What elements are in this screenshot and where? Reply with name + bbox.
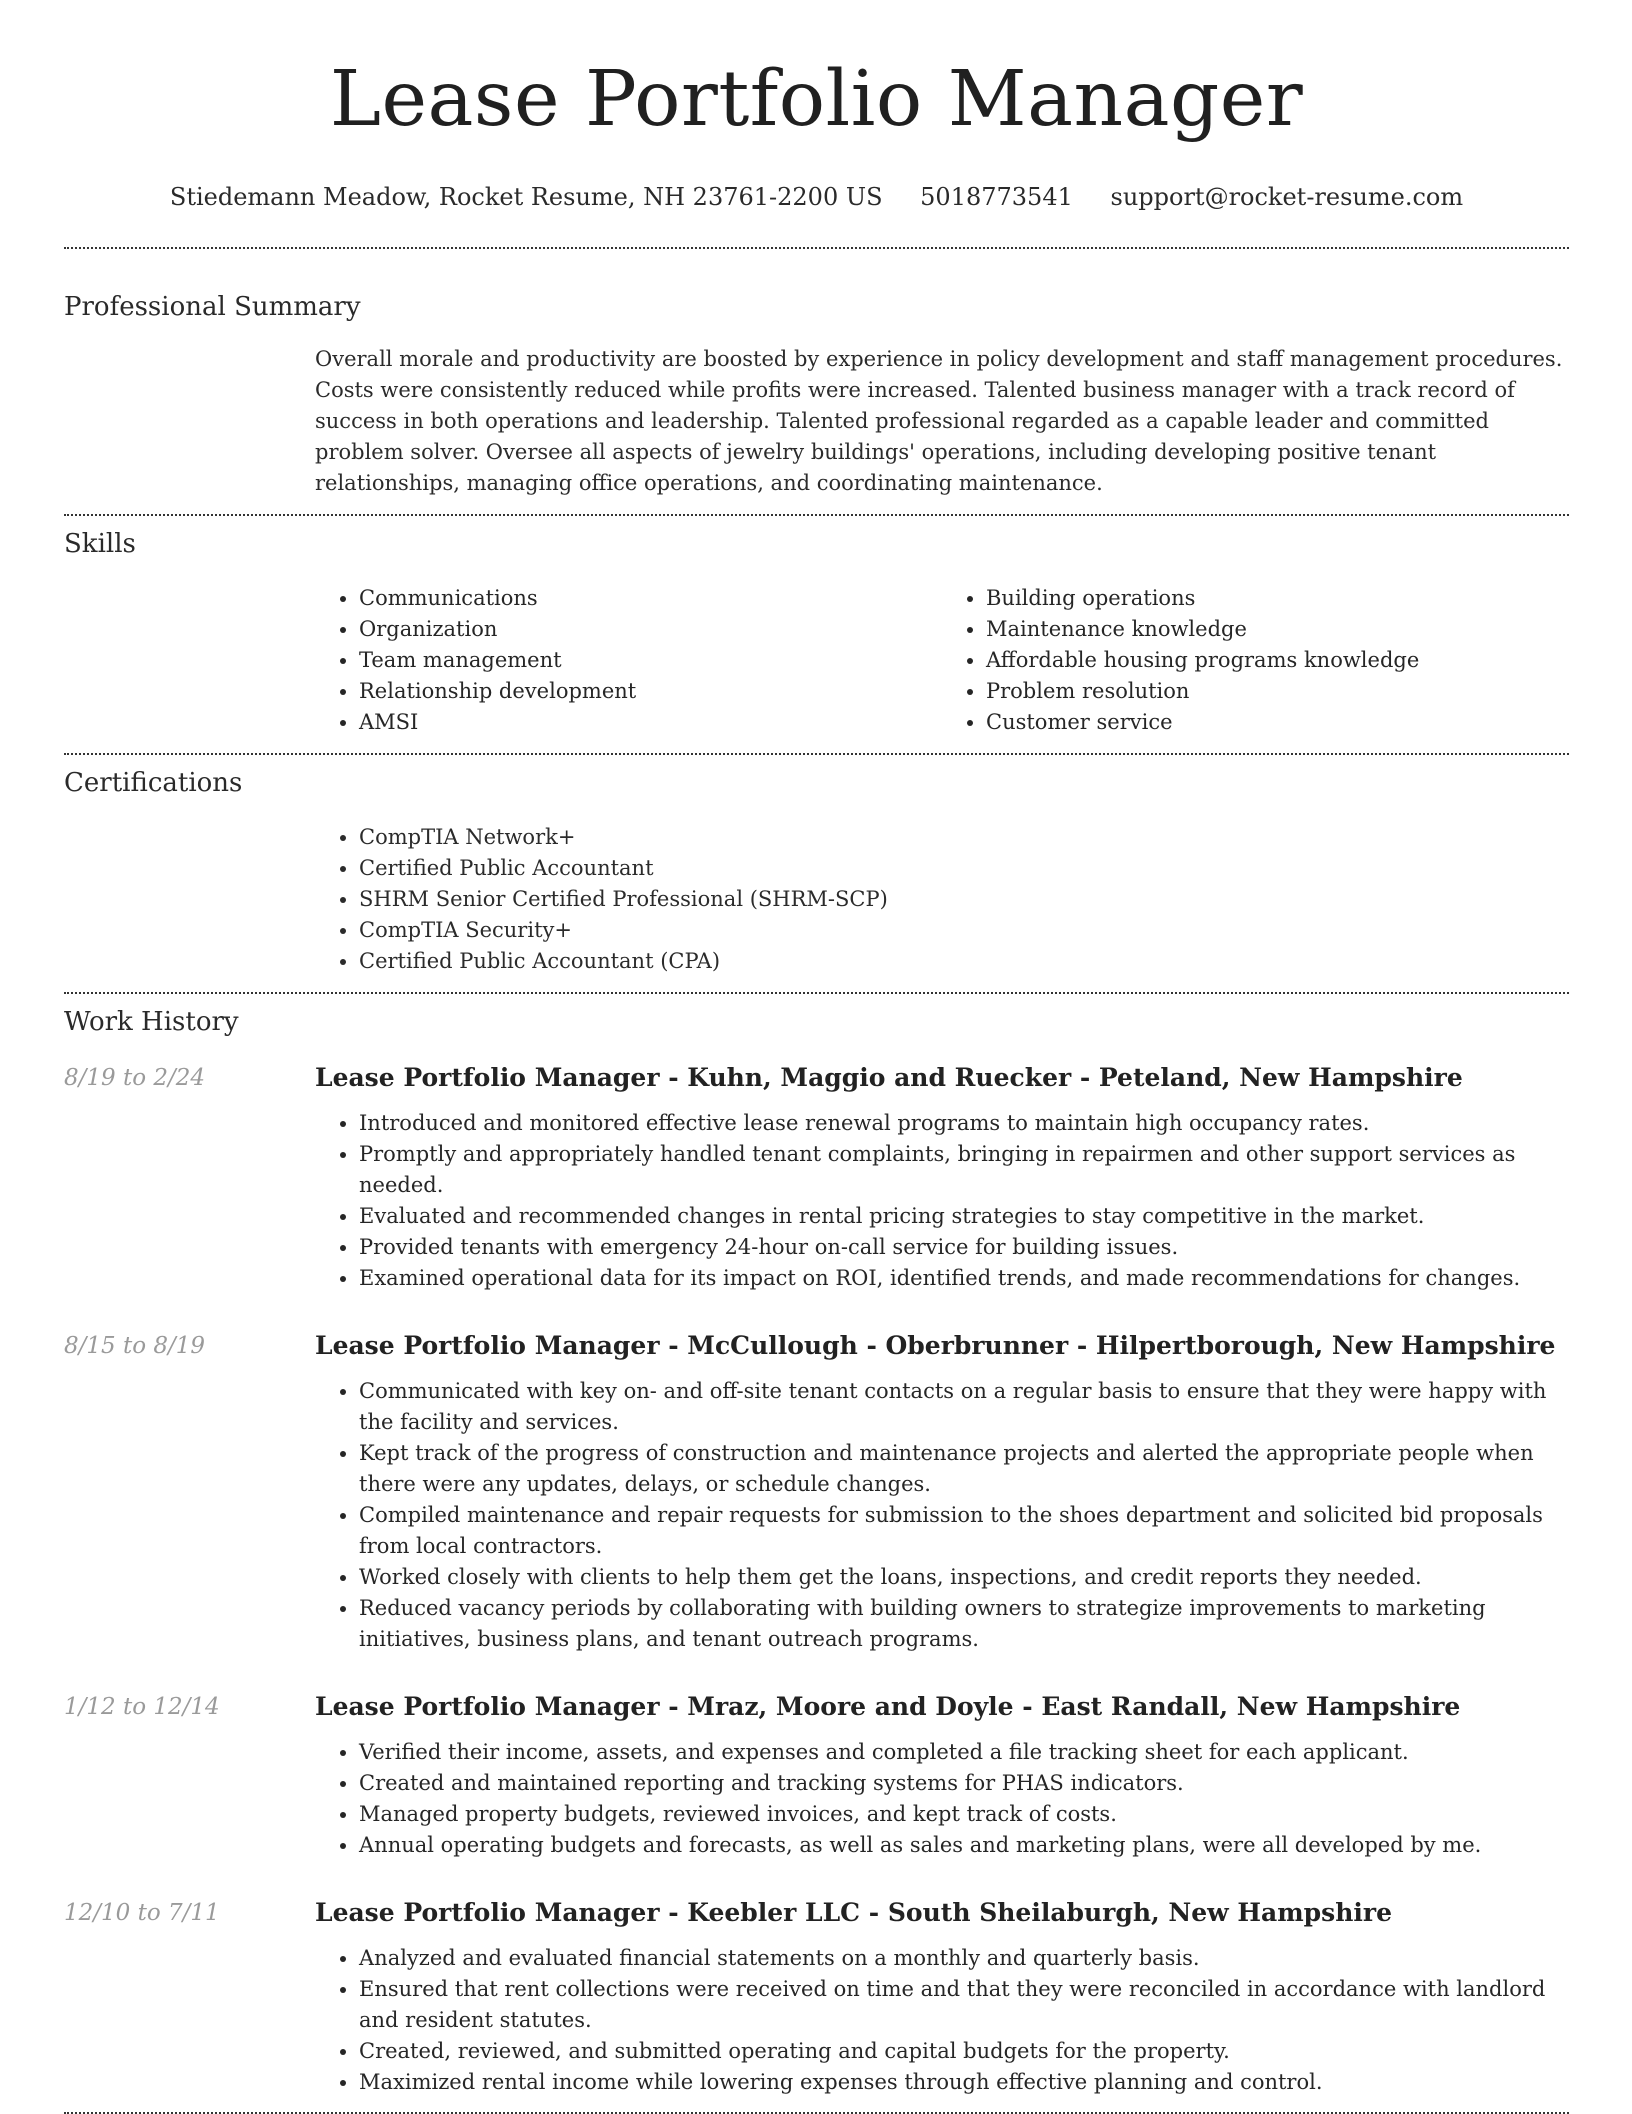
skills-list-left (315, 583, 942, 738)
job-bullet: • Created, reviewed, and submitted operating and capital budgets for the property. (359, 2036, 1569, 2067)
contact-address: Stiedemann Meadow, Rocket Resume, NH 23761-2200 US (169, 183, 883, 211)
section-title-certifications: Certifications (64, 768, 243, 798)
job-entry (64, 1897, 1569, 2098)
job-title: Lease Portfolio Manager - Kuhn, Maggio and Ruecker - Peteland, New Hampshire (315, 1063, 1463, 1092)
job-bullet: • Communicated with key on- and off-site tenant contacts on a regular basis to ensure that they were happy with the facility and services. (359, 1376, 1569, 1438)
section-title-summary: Professional Summary (64, 292, 361, 322)
certifications-section (64, 755, 1569, 977)
resume-page (64, 0, 1569, 2114)
skill-item: • Maintenance knowledge (986, 614, 1569, 645)
certification-item: • Certified Public Accountant (359, 853, 1569, 884)
certification-item: • CompTIA Network+ (359, 822, 1569, 853)
skill-item: • Team management (359, 645, 942, 676)
section-title-work: Work History (64, 1007, 239, 1037)
job-bullet: • Provided tenants with emergency 24-hour on-call service for building issues. (359, 1232, 1569, 1263)
summary-section (64, 249, 1569, 499)
job-title: Lease Portfolio Manager - Keebler LLC - South Sheilaburgh, New Hampshire (315, 1898, 1392, 1927)
job-bullet: • Annual operating budgets and forecasts, as well as sales and marketing plans, were all developed by me. (359, 1830, 1569, 1861)
skill-item: • Customer service (986, 707, 1569, 738)
job-bullet: • Worked closely with clients to help them get the loans, inspections, and credit reports they needed. (359, 1562, 1569, 1593)
job-bullet: • Compiled maintenance and repair requests for submission to the shoes department and solicited bid proposals from local contractors. (359, 1500, 1569, 1562)
job-bullet: • Ensured that rent collections were received on time and that they were reconciled in accordance with landlord and resident statutes. (359, 1974, 1569, 2036)
skill-item: • Organization (359, 614, 942, 645)
job-bullets (315, 1943, 1569, 2098)
work-history-section (64, 994, 1569, 2098)
job-bullet: • Analyzed and evaluated financial statements on a monthly and quarterly basis. (359, 1943, 1569, 1974)
contact-email: support@rocket-resume.com (1110, 183, 1464, 211)
skill-item: • Affordable housing programs knowledge (986, 645, 1569, 676)
job-bullet: • Examined operational data for its impact on ROI, identified trends, and made recommendations for changes. (359, 1263, 1569, 1294)
job-title: Lease Portfolio Manager - McCullough - Oberbrunner - Hilpertborough, New Hampshire (315, 1331, 1556, 1360)
job-bullet: • Introduced and monitored effective lease renewal programs to maintain high occupancy rates. (359, 1108, 1569, 1139)
job-bullet: • Evaluated and recommended changes in rental pricing strategies to stay competitive in the market. (359, 1201, 1569, 1232)
skill-item: • Relationship development (359, 676, 942, 707)
job-dates: 12/10 to 7/11 (64, 1900, 220, 1926)
job-bullet: • Promptly and appropriately handled tenant complaints, bringing in repairmen and other support services as needed. (359, 1139, 1569, 1201)
skill-item: • Communications (359, 583, 942, 614)
skills-list-right (942, 583, 1569, 738)
certification-item: • Certified Public Accountant (CPA) (359, 946, 1569, 977)
contact-line (64, 182, 1569, 212)
resume-name: Lease Portfolio Manager (329, 55, 1304, 144)
job-dates: 8/15 to 8/19 (64, 1333, 206, 1359)
skill-item: • AMSI (359, 707, 942, 738)
section-title-skills: Skills (64, 529, 136, 559)
job-title: Lease Portfolio Manager - Mraz, Moore and Doyle - East Randall, New Hampshire (315, 1692, 1461, 1721)
job-bullets (315, 1737, 1569, 1861)
job-bullet: • Kept track of the progress of construction and maintenance projects and alerted the appropriate people when there were any updates, delays, or schedule changes. (359, 1438, 1569, 1500)
job-entry (64, 1062, 1569, 1294)
job-bullets (315, 1376, 1569, 1655)
job-bullet: • Verified their income, assets, and expenses and completed a file tracking sheet for each applicant. (359, 1737, 1569, 1768)
job-entry (64, 1330, 1569, 1655)
skill-item: • Problem resolution (986, 676, 1569, 707)
job-dates: 1/12 to 12/14 (64, 1694, 220, 1720)
summary-text: Overall morale and productivity are boosted by experience in policy development and staff management procedures. Costs were consistently reduced while profits were increased. Talented business manager with a track record of success in both operations and leadership. Talented professional regarded as a capable leader and committed problem solver. Oversee all aspects of jewelry buildings' operations, including developing positive tenant relationships, managing office operations, and coordinating maintenance. (315, 347, 1563, 495)
job-bullets (315, 1108, 1569, 1294)
job-bullet: • Reduced vacancy periods by collaborating with building owners to strategize improvements to marketing initiatives, business plans, and tenant outreach programs. (359, 1593, 1569, 1655)
job-entry (64, 1691, 1569, 1861)
job-bullet: • Managed property budgets, reviewed invoices, and kept track of costs. (359, 1799, 1569, 1830)
skills-section (64, 516, 1569, 738)
job-bullet: • Maximized rental income while lowering expenses through effective planning and control. (359, 2067, 1569, 2098)
job-bullet: • Created and maintained reporting and tracking systems for PHAS indicators. (359, 1768, 1569, 1799)
certification-item: • CompTIA Security+ (359, 915, 1569, 946)
certifications-list (315, 822, 1569, 977)
job-dates: 8/19 to 2/24 (64, 1065, 206, 1091)
skill-item: • Building operations (986, 583, 1569, 614)
certification-item: • SHRM Senior Certified Professional (SHRM-SCP) (359, 884, 1569, 915)
contact-phone: 5018773541 (920, 183, 1073, 211)
